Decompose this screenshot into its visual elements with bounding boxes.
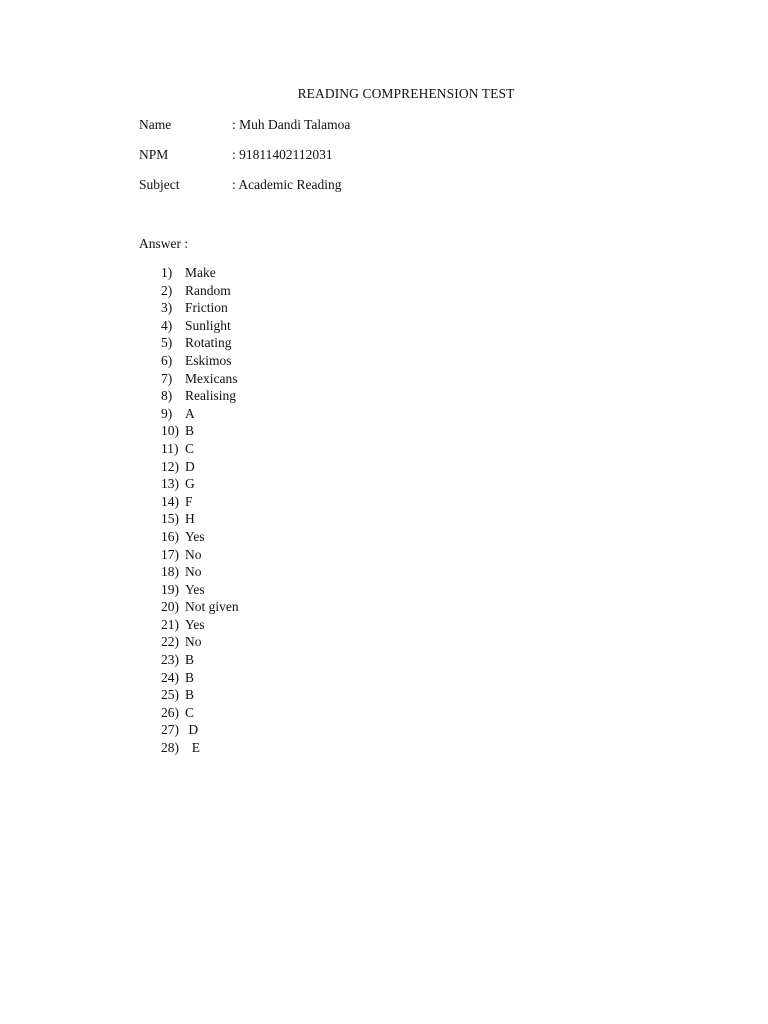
answer-number: 17)	[161, 546, 179, 562]
answer-number: 8)	[161, 388, 173, 404]
answer-item	[161, 440, 239, 458]
answer-number: 18)	[161, 564, 179, 580]
answer-item	[161, 422, 239, 440]
answer-item	[161, 282, 239, 300]
answer-text: Realising	[185, 388, 236, 404]
answer-number: 4)	[161, 317, 173, 333]
answer-text: Make	[185, 265, 216, 280]
answer-item	[161, 563, 239, 581]
answer-number: 26)	[161, 704, 179, 720]
answer-number: 15)	[161, 511, 179, 527]
answer-text: B	[185, 423, 195, 439]
document-title: READING COMPREHENSION TEST	[297, 86, 515, 101]
answer-number: 2)	[161, 282, 173, 298]
answer-number: 10)	[161, 423, 179, 439]
npm-value: : 91811402112031	[232, 147, 333, 162]
answer-text: A	[185, 405, 195, 421]
answer-item	[161, 598, 239, 616]
answer-text: G	[185, 476, 195, 492]
answer-number: 28)	[161, 740, 179, 756]
answer-text: Mexicans	[185, 370, 238, 386]
answer-item	[161, 299, 239, 317]
answer-item	[161, 352, 239, 370]
answer-item	[161, 633, 239, 651]
answer-item	[161, 475, 239, 493]
answer-text: No	[185, 634, 202, 650]
answer-item	[161, 317, 239, 335]
answer-text: F	[185, 493, 193, 509]
answer-text: No	[185, 564, 202, 580]
answer-text: C	[185, 704, 195, 720]
answer-label: Answer :	[139, 236, 189, 251]
answer-number: 13)	[161, 476, 179, 492]
answer-item	[161, 458, 239, 476]
answer-number: 19)	[161, 581, 179, 597]
answer-number: 6)	[161, 352, 173, 368]
answer-text: B	[185, 687, 195, 703]
answer-number: 24)	[161, 669, 179, 685]
answer-text: Yes	[185, 528, 205, 544]
answer-text: Yes	[185, 581, 205, 597]
answer-number: 22)	[161, 634, 179, 650]
answer-number: 16)	[161, 528, 179, 544]
answer-text: Sunlight	[185, 317, 231, 333]
answer-text: E	[185, 740, 200, 756]
answer-item	[161, 651, 239, 669]
answer-item	[161, 581, 239, 599]
answer-item	[161, 704, 239, 722]
answer-number: 23)	[161, 652, 179, 668]
answer-item	[161, 405, 239, 423]
subject-label: Subject	[139, 177, 180, 192]
name-label: Name	[139, 117, 172, 132]
answer-text: No	[185, 546, 202, 562]
name-value: : Muh Dandi Talamoa	[232, 117, 351, 132]
answer-item	[161, 528, 239, 546]
answer-text: H	[185, 511, 195, 527]
answer-number: 20)	[161, 599, 179, 615]
answer-item	[161, 370, 239, 388]
answer-item	[161, 546, 239, 564]
answer-text: Yes	[185, 616, 205, 632]
answer-number: 25)	[161, 687, 179, 703]
answer-number: 1)	[161, 265, 173, 280]
answer-text: D	[185, 458, 195, 474]
subject-value: : Academic Reading	[232, 177, 342, 192]
answer-item	[161, 387, 239, 405]
answer-text: Not given	[185, 599, 239, 615]
answer-number: 9)	[161, 405, 173, 421]
answer-item	[161, 721, 239, 739]
answer-text: D	[185, 722, 199, 738]
npm-label: NPM	[139, 147, 169, 162]
answer-item	[161, 669, 239, 687]
answer-text: Eskimos	[185, 352, 232, 368]
answer-text: C	[185, 440, 195, 456]
answer-number: 14)	[161, 493, 179, 509]
answer-text: B	[185, 669, 195, 685]
answer-text: Random	[185, 282, 231, 298]
answer-number: 21)	[161, 616, 179, 632]
answer-item	[161, 510, 239, 528]
answer-number: 3)	[161, 300, 173, 316]
answer-number: 11)	[161, 440, 179, 456]
answer-number: 7)	[161, 370, 173, 386]
answer-text: Friction	[185, 300, 228, 316]
answer-text: B	[185, 652, 195, 668]
answer-item	[161, 739, 239, 757]
answer-number: 5)	[161, 335, 173, 351]
answer-number: 27)	[161, 722, 179, 738]
answer-item	[161, 334, 239, 352]
answer-number: 12)	[161, 458, 179, 474]
answer-item	[161, 686, 239, 704]
answer-item	[161, 616, 239, 634]
answer-text: Rotating	[185, 335, 232, 351]
answer-item	[161, 493, 239, 511]
answer-list	[161, 264, 239, 757]
answer-item	[161, 264, 239, 282]
